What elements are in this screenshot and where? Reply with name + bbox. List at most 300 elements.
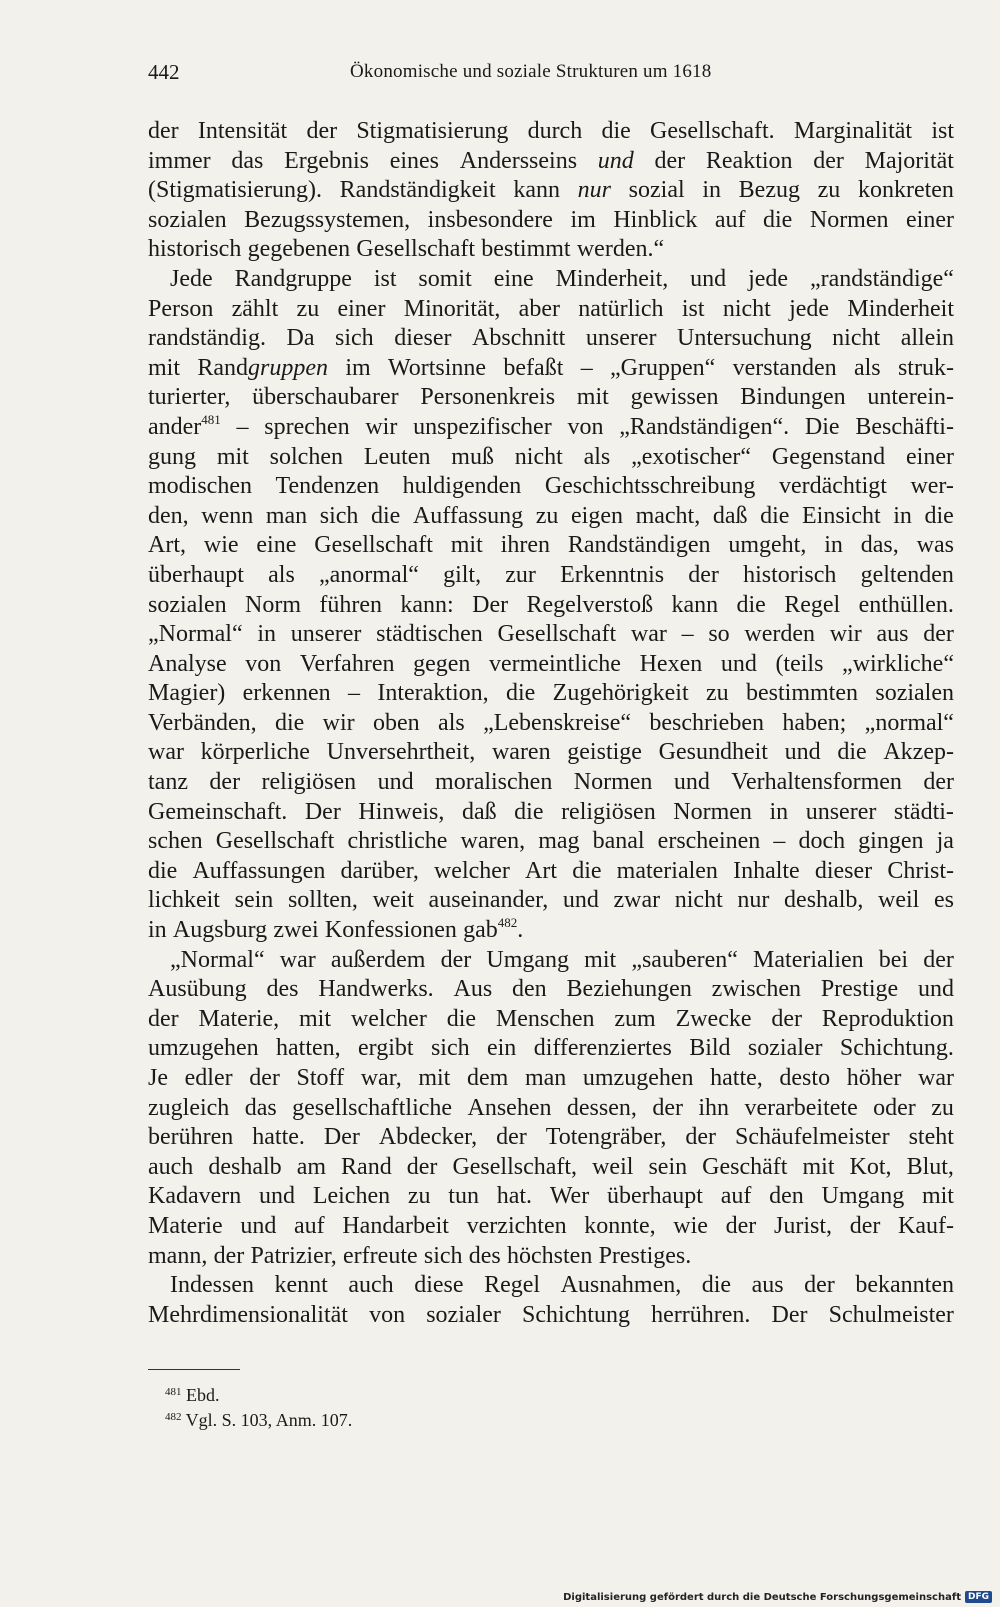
word: mit — [216, 443, 249, 470]
word: Menschen — [495, 1005, 595, 1032]
dfg-imprint — [563, 1591, 992, 1603]
word: Randständigkeit — [339, 177, 496, 204]
word: körperliche — [200, 739, 310, 766]
word: Umgang — [821, 1183, 905, 1210]
word: der — [923, 769, 954, 796]
word: die — [572, 857, 602, 884]
word: doch — [798, 828, 846, 855]
word: überschaubarer — [252, 384, 399, 411]
word: und — [259, 1183, 296, 1210]
footnote-number: 482 — [165, 1411, 182, 1423]
word: Gegenstand — [771, 443, 886, 470]
word: in — [257, 621, 277, 648]
word: ihren — [500, 532, 550, 559]
word: Schäufelmeister — [734, 1124, 890, 1151]
word: Ansehen — [467, 1094, 552, 1121]
word: konnte, — [584, 1212, 656, 1239]
word: und — [720, 650, 757, 677]
word: Magier) — [148, 680, 226, 707]
text-line — [148, 827, 954, 857]
word: nur — [577, 177, 611, 204]
word: Ausnahmen, — [560, 1272, 682, 1299]
word: ander$^{481}$ — [148, 411, 221, 440]
word: als — [853, 354, 881, 381]
word: tun — [448, 1183, 479, 1210]
text-line — [148, 1064, 954, 1094]
text-line — [148, 620, 954, 650]
word: weit — [372, 887, 414, 914]
word: das — [244, 1094, 277, 1121]
word: nicht — [514, 443, 563, 470]
word: die — [837, 739, 867, 766]
word: waren, — [460, 828, 526, 855]
word: bestimmt — [481, 236, 571, 263]
text-line — [148, 916, 954, 946]
word: in — [702, 177, 721, 204]
word: der — [249, 1065, 280, 1091]
word: gegebenen — [247, 236, 351, 263]
word: man — [524, 1065, 567, 1091]
word: die — [505, 680, 536, 707]
text-line — [148, 1301, 954, 1331]
word: der — [148, 118, 179, 144]
word: und — [597, 147, 634, 174]
word: umzugehen — [582, 1065, 694, 1091]
text-line — [148, 1212, 954, 1242]
footnote-text: Ebd. — [181, 1385, 220, 1405]
word: mit — [802, 1153, 835, 1180]
word: Kauf- — [898, 1212, 954, 1239]
word: daß — [712, 502, 748, 529]
word: wir — [365, 413, 398, 440]
word: huldigenden — [402, 473, 522, 500]
word: religiösen — [561, 798, 656, 825]
word: struk- — [897, 354, 954, 381]
word: auf — [720, 1183, 752, 1210]
word: werden.“ — [576, 236, 665, 263]
text-line — [148, 975, 954, 1005]
word: Regel — [784, 591, 841, 618]
word: randständig. — [148, 325, 266, 352]
word: diese — [414, 1272, 464, 1299]
word: Handwerks. — [318, 976, 434, 1003]
word: Intensität — [197, 118, 288, 144]
word: wie — [203, 532, 239, 559]
word: moralischen — [435, 769, 553, 796]
word: Untersuchung — [677, 325, 812, 352]
word: gingen — [858, 828, 924, 855]
word: die — [760, 502, 790, 529]
word: Gesellschaft — [215, 828, 335, 855]
word: in — [148, 917, 167, 944]
word: Hinweis, — [358, 798, 445, 825]
word: Minderheit — [847, 295, 954, 322]
word: die — [601, 118, 631, 144]
word: den, — [148, 502, 189, 529]
word: darüber, — [340, 857, 419, 884]
word: Blut, — [906, 1153, 954, 1180]
text-line — [148, 265, 954, 295]
word: im — [345, 354, 371, 381]
word: was — [916, 532, 954, 559]
word: Gesundheit — [658, 739, 768, 766]
word: Materie, — [198, 1005, 280, 1032]
text-line — [148, 472, 954, 502]
word: wir — [322, 709, 355, 736]
word: zu — [931, 1094, 954, 1121]
word: daß — [461, 798, 497, 825]
word: hatte. — [252, 1124, 305, 1151]
word: Materialien — [753, 946, 864, 973]
footnote-rule — [148, 1369, 240, 1370]
word: mit — [584, 946, 617, 973]
word: Normen — [673, 798, 752, 825]
word: des — [266, 976, 299, 1003]
word: Bild — [689, 1035, 731, 1062]
word: Gesellschaft, — [452, 1153, 578, 1180]
word: Handarbeit — [342, 1212, 449, 1239]
word: die — [446, 1005, 477, 1032]
word: Materie — [148, 1212, 223, 1239]
word: und — [562, 887, 599, 914]
word: Kadavern — [148, 1183, 242, 1210]
word: Stigmatisierung — [356, 118, 509, 144]
text-line — [148, 650, 954, 680]
word: Randgruppen — [197, 354, 329, 381]
word: Ausübung — [148, 976, 247, 1003]
word: verstanden — [732, 354, 837, 381]
word: eigen — [571, 502, 623, 529]
text-line — [148, 561, 954, 591]
word: zwei — [273, 917, 319, 944]
word: „randständige“ — [809, 265, 954, 292]
word: Analyse — [148, 650, 227, 677]
word: ergibt — [358, 1035, 414, 1062]
text-line — [148, 1005, 954, 1035]
word: der — [496, 1124, 527, 1151]
word: verzichten — [466, 1212, 567, 1239]
word: aus — [876, 621, 909, 648]
word: – — [773, 828, 786, 855]
word: erfreute — [343, 1242, 418, 1269]
text-line — [148, 383, 954, 413]
word: der — [849, 1212, 881, 1239]
word: unserer — [290, 621, 362, 648]
word: auf — [294, 1212, 325, 1239]
word: zu — [817, 177, 841, 204]
word: die — [924, 502, 954, 529]
word: Auffassung — [412, 502, 524, 529]
word: „anormal“ — [318, 561, 419, 588]
word: war — [148, 739, 184, 766]
word: einer — [906, 443, 954, 470]
word: Randgruppe — [234, 265, 352, 292]
word: und — [917, 976, 954, 1003]
word: Norm — [245, 591, 302, 618]
word: und — [240, 1212, 277, 1239]
word: zwischen — [711, 976, 801, 1003]
word: überhaupt — [606, 1183, 703, 1210]
word: die — [736, 591, 766, 618]
word: materialen — [616, 857, 718, 884]
word: wie — [673, 1212, 708, 1239]
word: sozialer — [747, 1035, 823, 1062]
word: Regel — [484, 1272, 541, 1299]
word: sozialen — [148, 591, 227, 618]
word: gab$^{482}$. — [463, 915, 524, 944]
word: sozial — [628, 177, 685, 204]
word: gesellschaftliche — [292, 1094, 453, 1121]
text-line — [148, 1153, 954, 1183]
word: im — [570, 206, 596, 233]
word: deshalb — [208, 1153, 282, 1180]
word: Normen — [809, 206, 889, 233]
word: Rand — [341, 1153, 392, 1180]
word: Der — [771, 1301, 808, 1328]
word: den — [512, 976, 547, 1003]
word: durch — [527, 118, 583, 144]
word: banal — [592, 828, 645, 855]
word: Schulmeister — [828, 1301, 954, 1328]
text-line — [148, 443, 954, 473]
word: man — [265, 502, 308, 529]
word: religiösen — [261, 769, 357, 796]
text-line — [148, 295, 954, 325]
word: der — [654, 147, 686, 174]
word: von — [369, 1301, 406, 1328]
word: Der — [323, 1124, 360, 1151]
word: „Randständigen“. — [619, 413, 790, 440]
word: differenziertes — [533, 1035, 672, 1062]
word: des — [468, 1242, 501, 1269]
word: Verhaltensformen — [731, 769, 902, 796]
word: städtischen — [376, 621, 483, 648]
word: insbesondere — [427, 206, 553, 233]
word: verdächtigt — [778, 473, 887, 500]
word: die — [514, 798, 544, 825]
text-line — [148, 1034, 954, 1064]
word: konkreten — [857, 177, 954, 204]
word: der — [688, 561, 719, 588]
word: eine — [493, 265, 534, 292]
word: Aus — [453, 976, 493, 1003]
word: als — [268, 561, 295, 588]
word: weil — [878, 887, 920, 914]
word: städti- — [893, 798, 954, 825]
word: in — [824, 532, 843, 559]
word: somit — [418, 265, 472, 292]
word: Bezugssystemen, — [244, 206, 411, 233]
word: wer- — [910, 473, 954, 500]
word: Ergebnis — [284, 147, 369, 174]
word: Andersseins — [459, 147, 578, 174]
word: nicht — [722, 295, 771, 322]
word: „Normal“ — [148, 621, 243, 648]
word: kennt — [274, 1272, 328, 1299]
text-line — [148, 531, 954, 561]
word: eine — [256, 532, 297, 559]
word: Jede — [170, 265, 213, 292]
word: mann, — [148, 1242, 208, 1269]
word: „exotischer“ — [631, 443, 752, 470]
word: zu — [407, 1183, 431, 1210]
text-line — [148, 591, 954, 621]
text-line — [148, 354, 954, 384]
text-line — [148, 176, 954, 206]
word: der — [923, 621, 954, 648]
word: Erkenntnis — [560, 561, 665, 588]
word: befaßt — [503, 354, 564, 381]
word: und — [690, 265, 727, 292]
running-title: Ökonomische und soziale Strukturen um 1618 — [350, 61, 712, 82]
text-line — [148, 886, 954, 916]
word: Der — [304, 798, 341, 825]
text-line — [148, 768, 954, 798]
word: weil — [592, 1153, 634, 1180]
word: Wortsinne — [388, 354, 487, 381]
word: Personenkreis — [420, 384, 556, 411]
word: geltenden — [860, 561, 954, 588]
word: unserer — [585, 325, 657, 352]
word: ja — [936, 828, 954, 855]
word: Prestiges. — [598, 1242, 692, 1269]
word: die — [148, 857, 178, 884]
text-line — [148, 235, 954, 265]
word: war — [279, 946, 316, 973]
word: ihn — [698, 1094, 730, 1121]
footnote — [165, 1409, 352, 1431]
word: natürlich — [578, 295, 664, 322]
word: der — [813, 147, 844, 174]
word: Umgang — [486, 946, 570, 973]
text-line — [148, 1123, 954, 1153]
word: war — [630, 621, 667, 648]
word: zwar — [613, 887, 661, 914]
word: Totengräber, — [545, 1124, 667, 1151]
word: muß — [451, 443, 494, 470]
word: aber — [518, 295, 560, 322]
word: zugleich — [148, 1094, 230, 1121]
word: Stoff — [296, 1065, 345, 1091]
word: tanz — [148, 769, 188, 796]
word: die — [371, 502, 401, 529]
body-text — [148, 117, 954, 1330]
word: Leuten — [363, 443, 431, 470]
word: solchen — [269, 443, 343, 470]
word: Hinblick — [613, 206, 698, 233]
word: kann: — [400, 591, 454, 618]
word: welcher — [433, 857, 510, 884]
text-line — [148, 413, 954, 443]
word: der — [685, 1124, 717, 1151]
text-line — [148, 857, 954, 887]
text-line — [148, 709, 954, 739]
word: der — [440, 946, 472, 973]
word: Mehrdimensionalität — [148, 1301, 348, 1328]
word: Gesellschaft — [356, 236, 476, 263]
word: Art, — [148, 532, 186, 559]
word: jede — [748, 265, 789, 292]
word: „sauberen“ — [631, 946, 738, 973]
word: Prestige — [820, 976, 899, 1003]
word: und — [377, 769, 414, 796]
word: mit — [148, 354, 181, 381]
word: christliche — [347, 828, 448, 855]
word: das, — [860, 532, 899, 559]
word: Abschnitt — [472, 325, 566, 352]
word: Gesellschaft — [314, 532, 433, 559]
word: die — [763, 206, 793, 233]
word: mag — [538, 828, 580, 855]
word: „Normal“ — [170, 946, 265, 973]
word: Der — [472, 591, 509, 618]
word: Leichen — [312, 1183, 391, 1210]
word: „wirkliche“ — [842, 650, 954, 677]
dfg-logo-icon: DFG — [965, 1591, 992, 1603]
word: sich — [319, 502, 359, 529]
word: edler — [184, 1065, 233, 1091]
word: Bezug — [738, 177, 800, 204]
word: Da — [286, 325, 315, 352]
word: mit — [418, 1065, 451, 1091]
word: Minorität, — [403, 295, 501, 322]
word: von — [245, 650, 282, 677]
word: bei — [878, 946, 909, 973]
word: herrühren. — [651, 1301, 751, 1328]
word: der — [771, 1005, 803, 1032]
word: jede — [789, 295, 830, 322]
word: sozialen — [875, 680, 954, 707]
word: beschrieben — [649, 709, 764, 736]
word: sprechen — [264, 413, 350, 440]
word: lichkeit — [148, 887, 220, 914]
word: Indessen — [170, 1272, 254, 1299]
word: immer — [148, 147, 211, 174]
word: geistige — [567, 739, 642, 766]
word: der — [923, 946, 954, 973]
word: werden — [744, 621, 816, 648]
word: nur — [737, 887, 770, 914]
footnote-number: 481 — [165, 1386, 182, 1398]
word: hatten, — [276, 1035, 341, 1062]
word: haben; — [782, 709, 847, 736]
word: schen — [148, 828, 203, 855]
word: Je — [148, 1065, 168, 1091]
word: Schichtung — [521, 1301, 630, 1328]
word: die — [701, 1272, 732, 1299]
word: vermeintliche — [489, 650, 621, 677]
word: Beschäfti- — [855, 413, 954, 440]
word: der — [725, 1212, 757, 1239]
word: war, — [360, 1065, 402, 1091]
word: Gesellschaft. — [650, 118, 775, 144]
word: mit — [921, 1183, 954, 1210]
word: enthüllen. — [858, 591, 954, 618]
word: oder — [873, 1094, 916, 1121]
word: sollten, — [287, 887, 358, 914]
word: dessen, — [566, 1094, 637, 1121]
word: mit — [450, 532, 483, 559]
word: kann — [671, 591, 719, 618]
word: umzugehen — [148, 1035, 259, 1062]
word: Verfahren — [299, 650, 395, 677]
word: „Gruppen“ — [610, 354, 716, 381]
word: umgeht, — [728, 532, 807, 559]
word: Reaktion — [705, 147, 793, 174]
word: waren — [491, 739, 551, 766]
word: Verbänden, — [148, 709, 257, 736]
text-line — [148, 324, 954, 354]
